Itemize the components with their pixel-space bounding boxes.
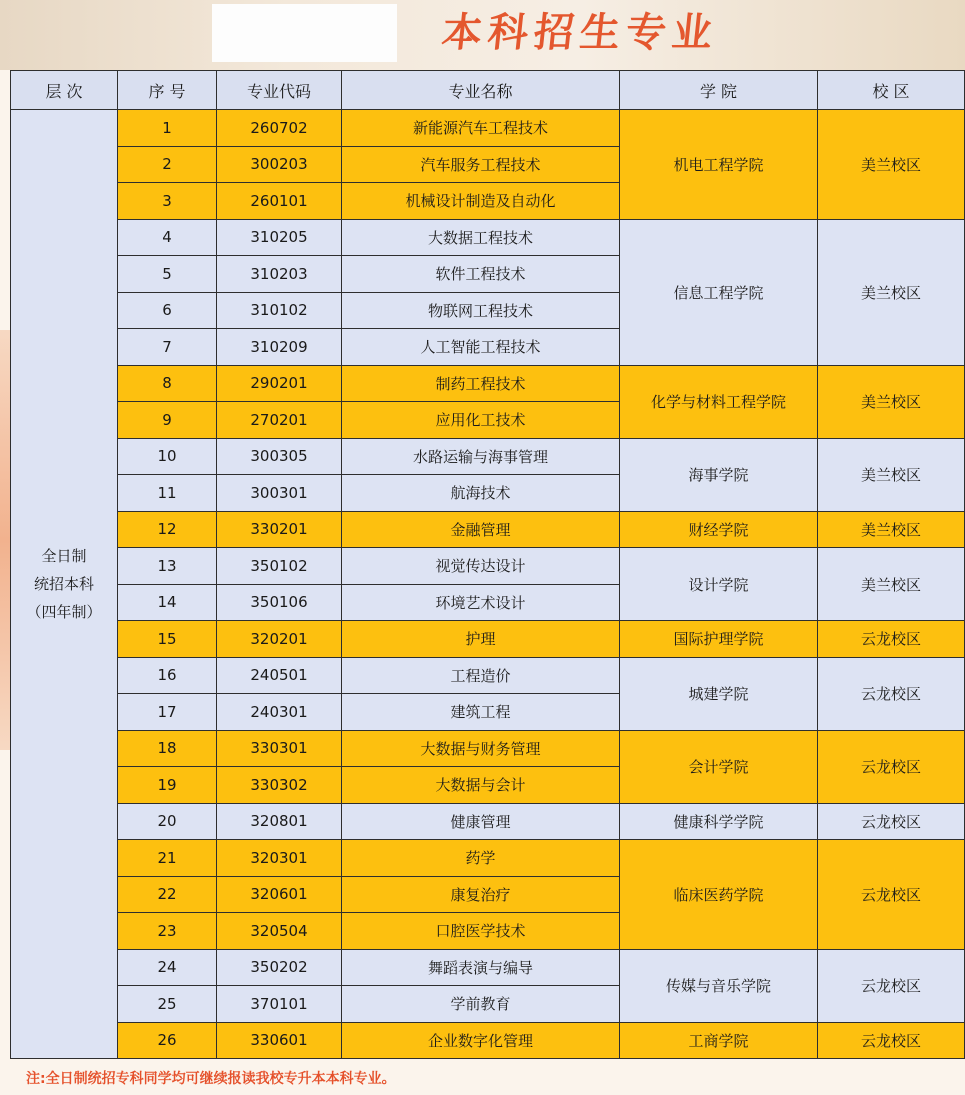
- index-cell: 5: [118, 256, 217, 293]
- college-cell: 设计学院: [620, 548, 818, 621]
- header-campus: 校 区: [818, 71, 965, 110]
- index-cell: 18: [118, 730, 217, 767]
- code-cell: 310209: [217, 329, 342, 366]
- table-header-row: [11, 71, 965, 110]
- campus-cell: 美兰校区: [818, 110, 965, 220]
- code-cell: 350102: [217, 548, 342, 585]
- index-cell: 2: [118, 146, 217, 183]
- index-cell: 20: [118, 803, 217, 840]
- campus-cell: 美兰校区: [818, 548, 965, 621]
- index-cell: 9: [118, 402, 217, 439]
- code-cell: 320601: [217, 876, 342, 913]
- code-cell: 260702: [217, 110, 342, 147]
- campus-cell: 云龙校区: [818, 949, 965, 1022]
- campus-cell: 云龙校区: [818, 730, 965, 803]
- index-cell: 17: [118, 694, 217, 731]
- code-cell: 320801: [217, 803, 342, 840]
- index-cell: 23: [118, 913, 217, 950]
- index-cell: 22: [118, 876, 217, 913]
- major-cell: 口腔医学技术: [342, 913, 620, 950]
- majors-table: [10, 70, 965, 1059]
- campus-cell: 美兰校区: [818, 219, 965, 365]
- campus-cell: 云龙校区: [818, 621, 965, 658]
- college-cell: 财经学院: [620, 511, 818, 548]
- code-cell: 300203: [217, 146, 342, 183]
- major-cell: 建筑工程: [342, 694, 620, 731]
- index-cell: 7: [118, 329, 217, 366]
- major-cell: 工程造价: [342, 657, 620, 694]
- major-cell: 康复治疗: [342, 876, 620, 913]
- college-cell: 会计学院: [620, 730, 818, 803]
- index-cell: 15: [118, 621, 217, 658]
- index-cell: 14: [118, 584, 217, 621]
- code-cell: 330201: [217, 511, 342, 548]
- college-cell: 城建学院: [620, 657, 818, 730]
- table-row: [11, 219, 965, 256]
- major-cell: 软件工程技术: [342, 256, 620, 293]
- major-cell: 学前教育: [342, 986, 620, 1023]
- college-cell: 健康科学学院: [620, 803, 818, 840]
- college-cell: 海事学院: [620, 438, 818, 511]
- code-cell: 320201: [217, 621, 342, 658]
- major-cell: 健康管理: [342, 803, 620, 840]
- college-cell: 化学与材料工程学院: [620, 365, 818, 438]
- code-cell: 270201: [217, 402, 342, 439]
- table-row: [11, 730, 965, 767]
- major-cell: 大数据与会计: [342, 767, 620, 804]
- college-cell: 国际护理学院: [620, 621, 818, 658]
- level-line: （四年制）: [26, 603, 102, 621]
- code-cell: 290201: [217, 365, 342, 402]
- index-cell: 8: [118, 365, 217, 402]
- table-row: [11, 365, 965, 402]
- major-cell: 新能源汽车工程技术: [342, 110, 620, 147]
- major-cell: 制药工程技术: [342, 365, 620, 402]
- campus-cell: 云龙校区: [818, 803, 965, 840]
- index-cell: 25: [118, 986, 217, 1023]
- table-row: [11, 110, 965, 147]
- footnote: 注:全日制统招专科同学均可继续报读我校专升本本科专业。: [26, 1071, 396, 1087]
- college-cell: 信息工程学院: [620, 219, 818, 365]
- index-cell: 16: [118, 657, 217, 694]
- major-cell: 人工智能工程技术: [342, 329, 620, 366]
- campus-cell: 美兰校区: [818, 438, 965, 511]
- code-cell: 320301: [217, 840, 342, 877]
- index-cell: 21: [118, 840, 217, 877]
- major-cell: 航海技术: [342, 475, 620, 512]
- title-plate: [212, 4, 397, 62]
- major-cell: 应用化工技术: [342, 402, 620, 439]
- major-cell: 舞蹈表演与编导: [342, 949, 620, 986]
- major-cell: 物联网工程技术: [342, 292, 620, 329]
- code-cell: 310102: [217, 292, 342, 329]
- table-row: [11, 621, 965, 658]
- major-cell: 视觉传达设计: [342, 548, 620, 585]
- major-cell: 大数据与财务管理: [342, 730, 620, 767]
- code-cell: 300305: [217, 438, 342, 475]
- major-cell: 大数据工程技术: [342, 219, 620, 256]
- index-cell: 10: [118, 438, 217, 475]
- code-cell: 240301: [217, 694, 342, 731]
- table-row: [11, 949, 965, 986]
- code-cell: 350106: [217, 584, 342, 621]
- major-cell: 药学: [342, 840, 620, 877]
- index-cell: 13: [118, 548, 217, 585]
- table-row: [11, 1022, 965, 1059]
- index-cell: 12: [118, 511, 217, 548]
- campus-cell: 云龙校区: [818, 657, 965, 730]
- major-cell: 企业数字化管理: [342, 1022, 620, 1059]
- header-index: 序 号: [118, 71, 217, 110]
- index-cell: 11: [118, 475, 217, 512]
- college-cell: 传媒与音乐学院: [620, 949, 818, 1022]
- college-cell: 机电工程学院: [620, 110, 818, 220]
- header-level: 层 次: [11, 71, 118, 110]
- index-cell: 1: [118, 110, 217, 147]
- campus-cell: 美兰校区: [818, 511, 965, 548]
- table-row: [11, 803, 965, 840]
- header-college: 学 院: [620, 71, 818, 110]
- code-cell: 330601: [217, 1022, 342, 1059]
- level-line: 全日制: [41, 547, 87, 565]
- major-cell: 金融管理: [342, 511, 620, 548]
- table-row: [11, 657, 965, 694]
- code-cell: 330301: [217, 730, 342, 767]
- level-line: 统招本科: [33, 575, 94, 593]
- major-cell: 汽车服务工程技术: [342, 146, 620, 183]
- code-cell: 300301: [217, 475, 342, 512]
- campus-cell: 美兰校区: [818, 365, 965, 438]
- header-code: 专业代码: [217, 71, 342, 110]
- code-cell: 350202: [217, 949, 342, 986]
- code-cell: 330302: [217, 767, 342, 804]
- code-cell: 310205: [217, 219, 342, 256]
- code-cell: 240501: [217, 657, 342, 694]
- major-cell: 水路运输与海事管理: [342, 438, 620, 475]
- code-cell: 320504: [217, 913, 342, 950]
- code-cell: 310203: [217, 256, 342, 293]
- code-cell: 260101: [217, 183, 342, 220]
- major-cell: 护理: [342, 621, 620, 658]
- page-title: 本科招生专业: [439, 9, 721, 56]
- index-cell: 4: [118, 219, 217, 256]
- table-row: [11, 840, 965, 877]
- college-cell: 临床医药学院: [620, 840, 818, 950]
- table-row: [11, 548, 965, 585]
- campus-cell: 云龙校区: [818, 840, 965, 950]
- index-cell: 6: [118, 292, 217, 329]
- level-cell: [11, 110, 118, 1059]
- index-cell: 24: [118, 949, 217, 986]
- header-major: 专业名称: [342, 71, 620, 110]
- table-row: [11, 511, 965, 548]
- major-cell: 机械设计制造及自动化: [342, 183, 620, 220]
- index-cell: 19: [118, 767, 217, 804]
- code-cell: 370101: [217, 986, 342, 1023]
- index-cell: 26: [118, 1022, 217, 1059]
- campus-cell: 云龙校区: [818, 1022, 965, 1059]
- college-cell: 工商学院: [620, 1022, 818, 1059]
- table-row: [11, 438, 965, 475]
- major-cell: 环境艺术设计: [342, 584, 620, 621]
- table-body: [11, 110, 965, 1059]
- index-cell: 3: [118, 183, 217, 220]
